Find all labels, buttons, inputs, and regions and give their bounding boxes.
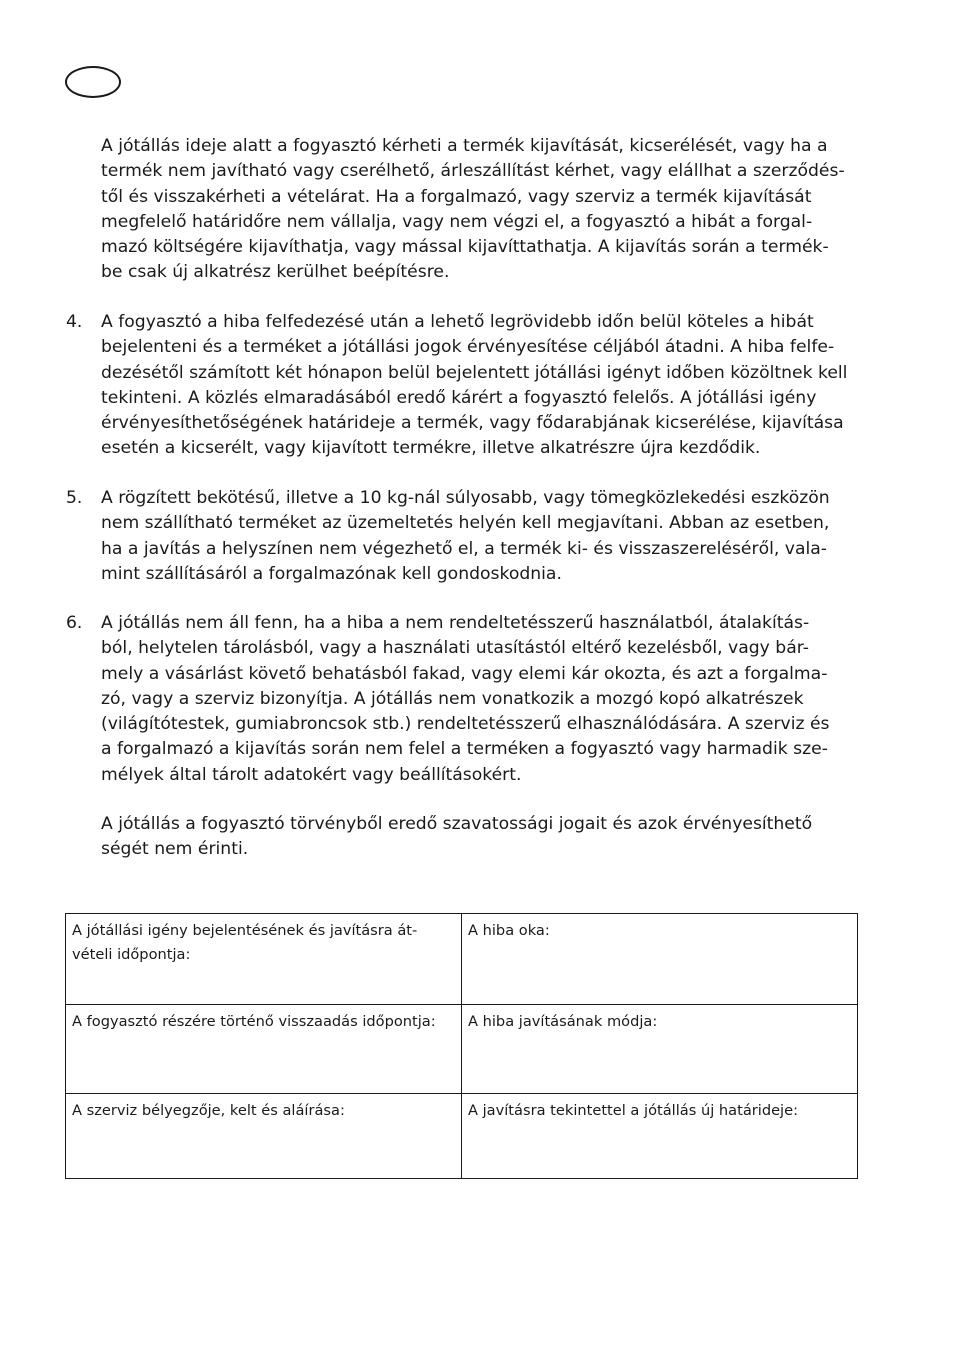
item-number-4: 4. — [66, 312, 83, 332]
text-line: A jótállás a fogyasztó törvényből eredő szavatossági jogait és azok érvényesíthető — [101, 814, 813, 834]
language-badge — [65, 66, 121, 98]
text-line: A rögzített bekötésű, illetve a 10 kg-nál súlyosabb, vagy tömegközlekedési eszközön — [101, 488, 830, 508]
form-field-fault-cause[interactable] — [462, 914, 857, 1004]
form-label: A javításra tekintettel a jótállás új határideje: — [468, 1102, 799, 1119]
text-line: A fogyasztó a hiba felfedezésé után a lehető legrövidebb időn belül köteles a hibát — [101, 312, 814, 332]
form-label: A hiba javításának módja: — [468, 1013, 658, 1030]
form-field-new-deadline[interactable] — [462, 1094, 857, 1178]
form-label: A szerviz bélyegzője, kelt és aláírása: — [72, 1102, 345, 1119]
form-label: vételi időpontja: — [72, 945, 191, 963]
paragraph-closing — [101, 812, 861, 863]
item-number-6: 6. — [66, 613, 83, 633]
text-line: mint szállításáról a forgalmazónak kell gondoskodnia. — [101, 563, 562, 584]
text-line: A jótállás nem áll fenn, ha a hiba a nem rendeltetésszerű használatból, átalakítás- — [101, 613, 810, 633]
text-line: mélyek által tárolt adatokért vagy beállításokért. — [101, 764, 522, 785]
item-6-text — [101, 611, 861, 788]
text-line: ból, helytelen tárolásból, vagy a használati utasítástól eltérő kezelésből, vagy bár- — [101, 638, 809, 659]
text-line: zó, vagy a szerviz bizonyítja. A jótállás nem vonatkozik a mozgó kopó alkatrészek — [101, 688, 804, 709]
paragraph-intro — [101, 134, 861, 286]
text-line: termék nem javítható vagy cserélhető, árleszállítást kérhet, vagy elállhat a szerződés- — [101, 161, 845, 182]
form-field-return-date[interactable] — [66, 1005, 461, 1093]
text-line: megfelelő határidőre nem vállalja, vagy nem végzi el, a fogyasztó a hibát a forgal- — [101, 211, 813, 232]
form-label: A fogyasztó részére történő visszaadás időpontja: — [72, 1013, 436, 1030]
form-field-claim-date[interactable] — [66, 914, 461, 1004]
item-number-5: 5. — [66, 488, 83, 508]
text-line: a forgalmazó a kijavítás során nem felel a terméken a fogyasztó vagy harmadik sze- — [101, 739, 828, 760]
form-field-service-stamp[interactable] — [66, 1094, 461, 1178]
item-4-text — [101, 310, 861, 462]
text-line: tekinteni. A közlés elmaradásából eredő kárért a fogyasztó felelős. A jótállási igény — [101, 387, 817, 408]
text-line: bejelenteni és a terméket a jótállási jogok érvényesítése céljából átadni. A hiba felfe- — [101, 337, 835, 358]
text-line: (világítótestek, gumiabroncsok stb.) rendeltetésszerű elhasználódására. A szerviz és — [101, 714, 830, 735]
text-line: nem szállítható terméket az üzemeltetés helyén kell megjavítani. Abban az esetben, — [101, 513, 830, 534]
text-line: A jótállás ideje alatt a fogyasztó kérheti a termék kijavítását, kicserélését, vagy ha a — [101, 136, 828, 156]
text-line: dezésétől számított két hónapon belül bejelentett jótállási igényt időben közöltnek kell — [101, 362, 848, 383]
text-line: ha a javítás a helyszínen nem végezhető el, a termék ki- és visszaszereléséről, vala- — [101, 538, 827, 559]
form-label: A jótállási igény bejelentésének és javításra át- — [72, 922, 418, 939]
text-line: től és visszakérheti a vételárat. Ha a forgalmazó, vagy szerviz a termék kijavítását — [101, 186, 812, 207]
text-line: érvényesíthetőségének határideje a termék, vagy fődarabjának kicserélése, kijavítása — [101, 413, 844, 434]
item-5-text — [101, 486, 861, 587]
text-line: mely a vásárlást követő behatásból fakad, vagy elemi kár okozta, és azt a forgalma- — [101, 663, 828, 684]
form-label: A hiba oka: — [468, 922, 550, 939]
warranty-form-table — [65, 913, 858, 1179]
text-line: ségét nem érinti. — [101, 839, 249, 860]
text-line: be csak új alkatrész kerülhet beépítésre. — [101, 262, 450, 283]
form-field-repair-method[interactable] — [462, 1005, 857, 1093]
text-line: mazó költségére kijavíthatja, vagy mással kijavíttathatja. A kijavítás során a termék- — [101, 237, 829, 258]
text-line: esetén a kicserélt, vagy kijavított termékre, illetve alkatrészre újra kezdődik. — [101, 438, 761, 459]
